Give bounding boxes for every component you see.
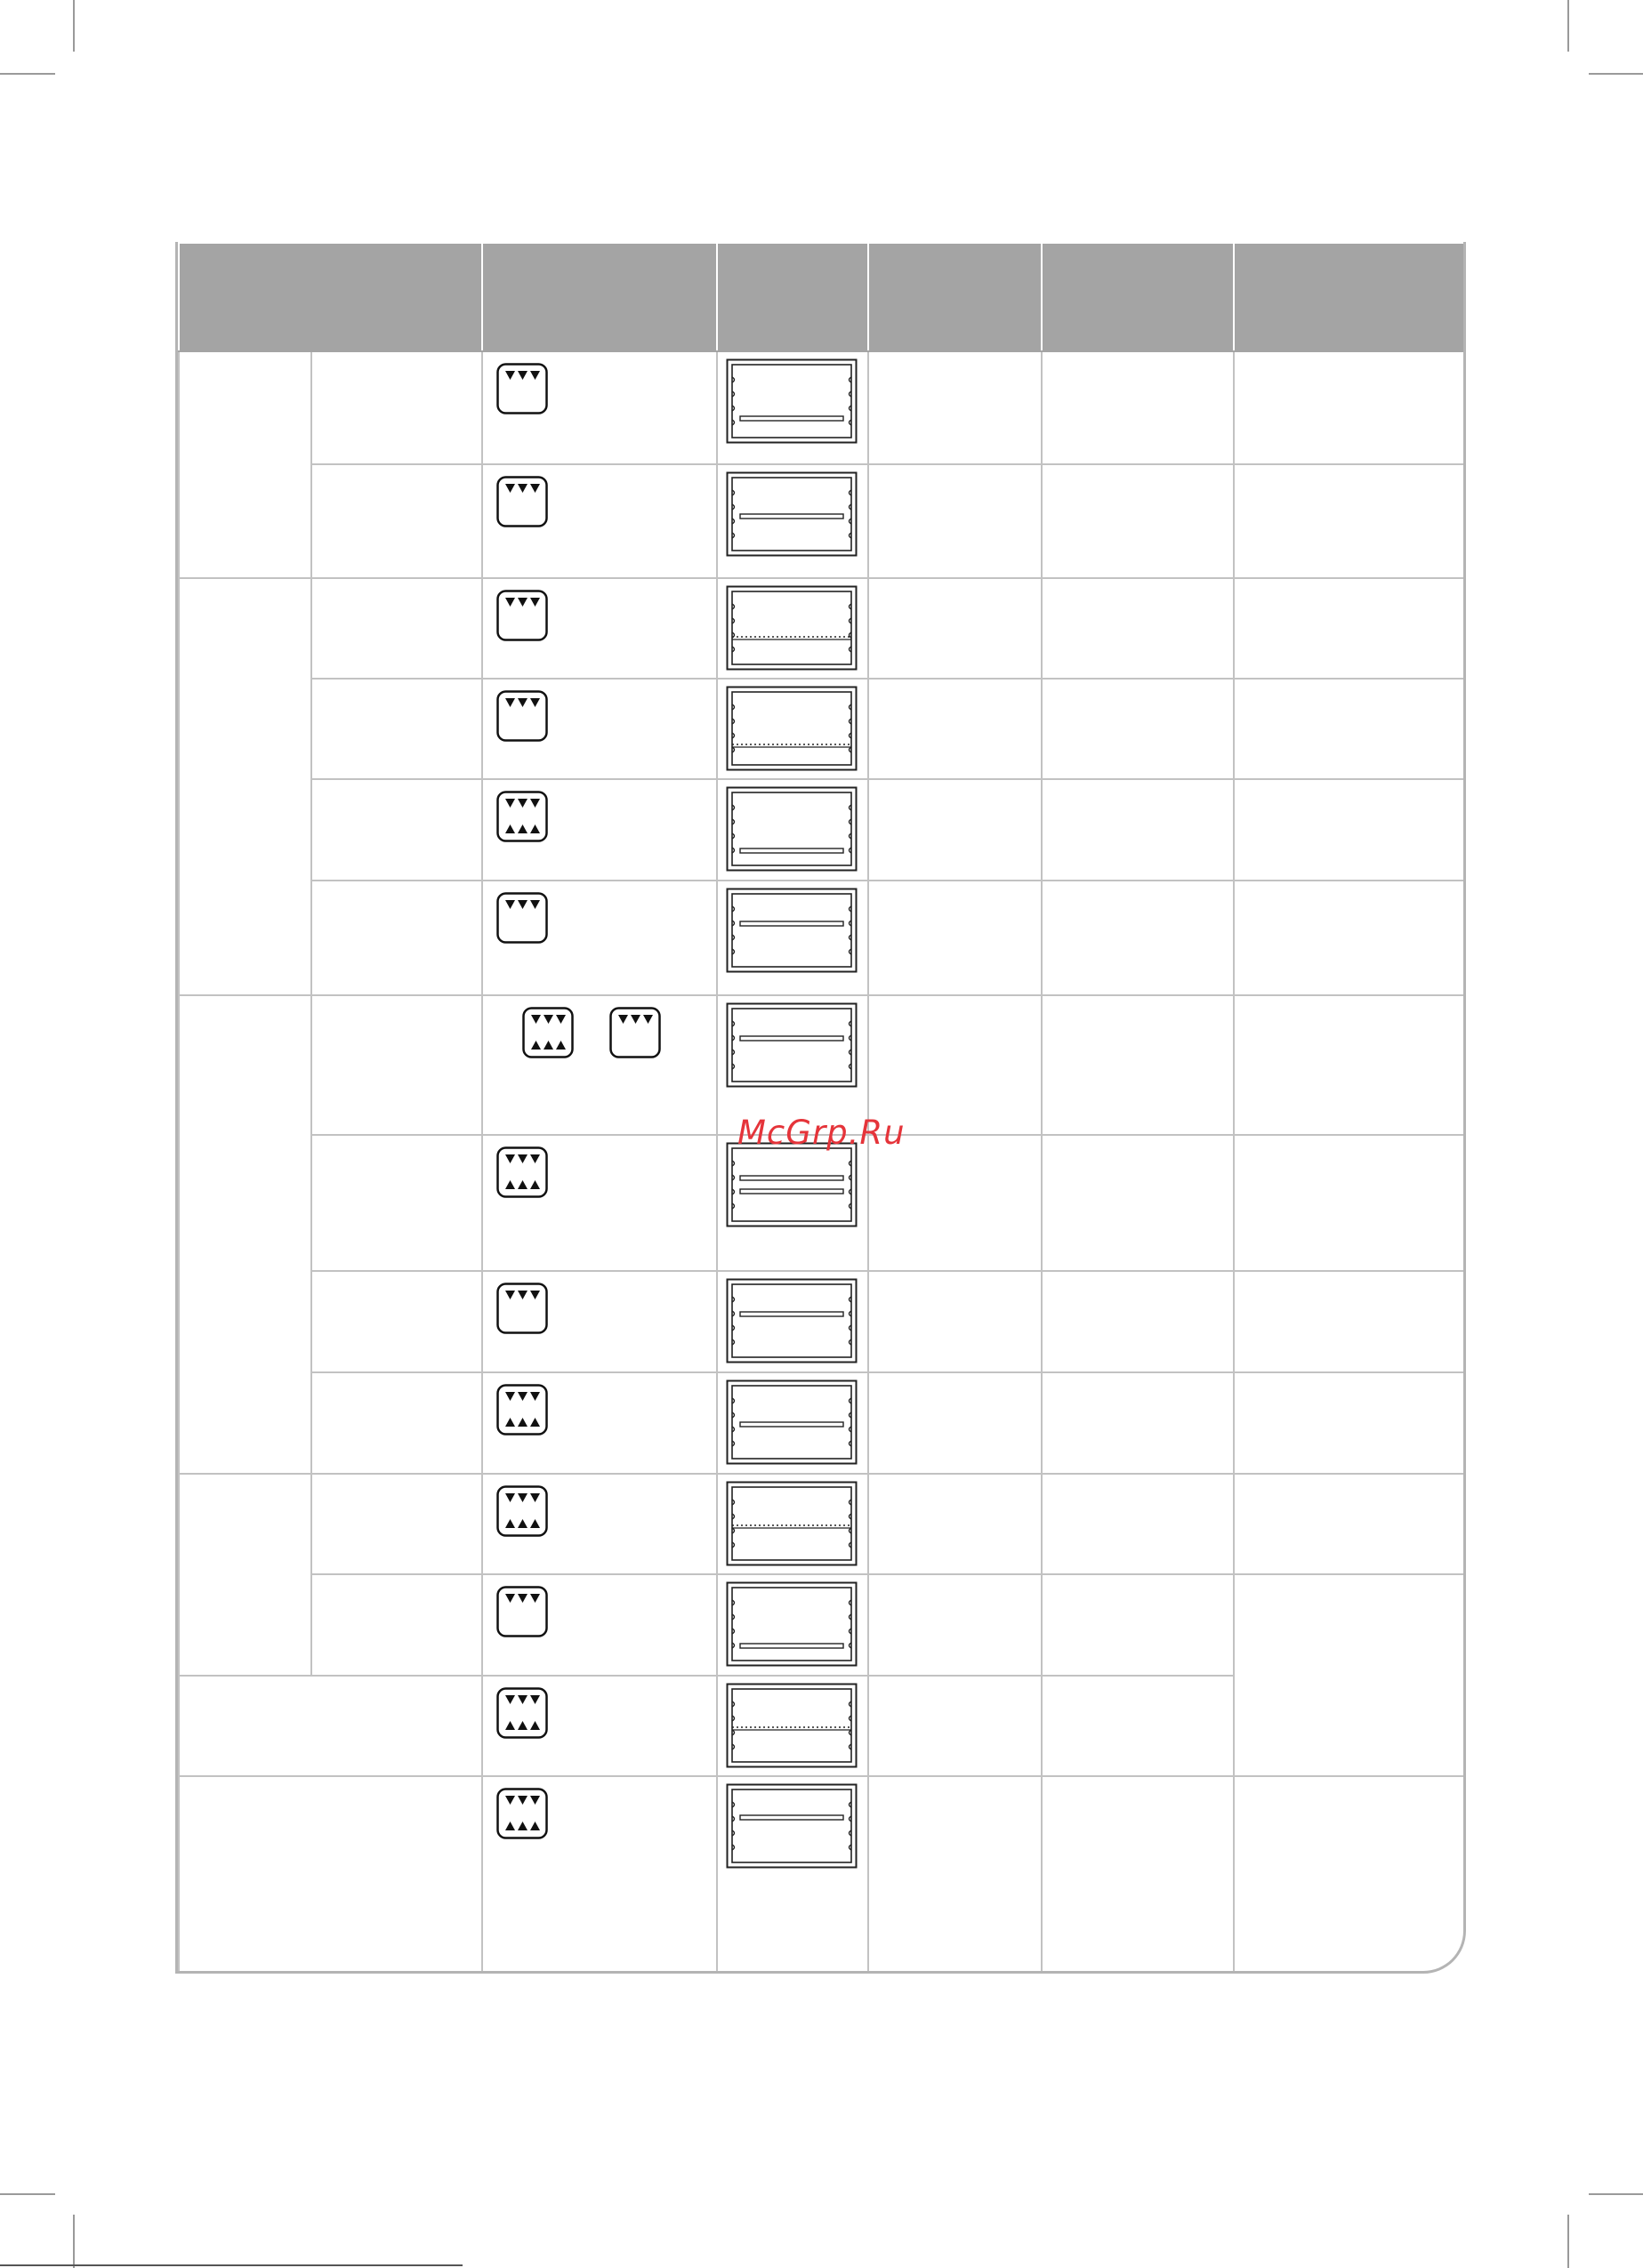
- top-heat-icon: [496, 1586, 548, 1637]
- mode-cell: [482, 464, 717, 578]
- dish-cell: [311, 578, 482, 679]
- dish-cell: [311, 995, 482, 1135]
- header-mode: [482, 243, 717, 351]
- shelf-cell: [717, 578, 868, 679]
- header-time: [1042, 243, 1234, 351]
- top-bottom-heat-icon: [496, 1485, 548, 1537]
- temperature-cell: [868, 1776, 1042, 1974]
- top-bottom-heat-icon: [496, 1788, 548, 1839]
- group-cell: [179, 351, 311, 578]
- notes-cell: [1234, 1135, 1466, 1271]
- mode-cell: [482, 1271, 717, 1372]
- temperature-cell: [868, 1135, 1042, 1271]
- crop-mark: [73, 2215, 75, 2268]
- shelf-diagram: [726, 1002, 858, 1088]
- top-bottom-heat-icon: [496, 1146, 548, 1198]
- temperature-cell: [868, 779, 1042, 881]
- time-cell: [1042, 1271, 1234, 1372]
- temperature-cell: [868, 1271, 1042, 1372]
- shelf-diagram: [726, 1481, 858, 1566]
- mode-cell: [482, 881, 717, 995]
- time-cell: [1042, 1776, 1234, 1974]
- group-cell: [179, 1474, 311, 1676]
- time-cell: [1042, 1474, 1234, 1574]
- temperature-cell: [868, 464, 1042, 578]
- dish-cell: [179, 1776, 482, 1974]
- top-bottom-heat-icon: [496, 791, 548, 842]
- shelf-cell: [717, 1676, 868, 1776]
- shelf-diagram: [726, 585, 858, 671]
- top-bottom-heat-icon: [522, 1007, 574, 1058]
- shelf-diagram: [726, 1581, 858, 1667]
- header-dish: [179, 243, 482, 351]
- shelf-diagram: [726, 1683, 858, 1768]
- shelf-diagram: [726, 1379, 858, 1465]
- mode-cell: [482, 679, 717, 779]
- top-heat-icon: [609, 1007, 661, 1058]
- mode-cell: [482, 1574, 717, 1676]
- time-cell: [1042, 779, 1234, 881]
- header-shelf: [717, 243, 868, 351]
- header-temperature: [868, 243, 1042, 351]
- time-cell: [1042, 464, 1234, 578]
- time-cell: [1042, 351, 1234, 464]
- header-notes: [1234, 243, 1466, 351]
- top-heat-icon: [496, 363, 548, 414]
- group-cell: [179, 995, 311, 1474]
- top-heat-icon: [496, 690, 548, 742]
- crop-mark: [1589, 73, 1643, 75]
- cooking-table-frame: [175, 242, 1466, 1974]
- top-heat-icon: [496, 892, 548, 944]
- watermark: McGrp.Ru: [737, 1114, 906, 1152]
- notes-cell: [1234, 881, 1466, 995]
- crop-mark: [1567, 2215, 1569, 2268]
- cooking-table: [178, 242, 1466, 1974]
- dish-cell: [311, 1574, 482, 1676]
- shelf-cell: [717, 1474, 868, 1574]
- dish-cell: [311, 779, 482, 881]
- crop-mark: [1567, 0, 1569, 52]
- time-cell: [1042, 1574, 1234, 1676]
- shelf-diagram: [726, 686, 858, 771]
- crop-mark: [0, 73, 55, 75]
- shelf-diagram: [726, 786, 858, 872]
- temperature-cell: [868, 881, 1042, 995]
- mode-cell: [482, 1776, 717, 1974]
- shelf-diagram: [726, 358, 858, 444]
- notes-cell: [1234, 1474, 1466, 1574]
- dish-cell: [179, 1676, 482, 1776]
- temperature-cell: [868, 578, 1042, 679]
- notes-cell: [1234, 1776, 1466, 1974]
- time-cell: [1042, 881, 1234, 995]
- top-heat-icon: [496, 476, 548, 527]
- time-cell: [1042, 995, 1234, 1135]
- dish-cell: [311, 1474, 482, 1574]
- shelf-cell: [717, 1776, 868, 1974]
- temperature-cell: [868, 1474, 1042, 1574]
- notes-cell: [1234, 1574, 1466, 1776]
- crop-mark: [0, 2193, 55, 2195]
- notes-cell: [1234, 1271, 1466, 1372]
- group-cell: [179, 578, 311, 995]
- shelf-diagram: [726, 1783, 858, 1869]
- shelf-cell: [717, 351, 868, 464]
- mode-cell: [482, 995, 717, 1135]
- dish-cell: [311, 1271, 482, 1372]
- shelf-cell: [717, 679, 868, 779]
- shelf-diagram: [726, 471, 858, 557]
- dish-cell: [311, 1372, 482, 1474]
- temperature-cell: [868, 351, 1042, 464]
- dish-cell: [311, 464, 482, 578]
- notes-cell: [1234, 351, 1466, 464]
- notes-cell: [1234, 779, 1466, 881]
- mode-cell: [482, 1372, 717, 1474]
- time-cell: [1042, 1372, 1234, 1474]
- page-bottom-rule: [0, 2264, 463, 2266]
- shelf-cell: [717, 1135, 868, 1271]
- notes-cell: [1234, 1372, 1466, 1474]
- crop-mark: [73, 0, 75, 52]
- mode-cell: [482, 578, 717, 679]
- top-bottom-heat-icon: [496, 1687, 548, 1739]
- time-cell: [1042, 1676, 1234, 1776]
- dish-cell: [311, 351, 482, 464]
- time-cell: [1042, 578, 1234, 679]
- notes-cell: [1234, 578, 1466, 679]
- shelf-diagram: [726, 1278, 858, 1363]
- dish-cell: [311, 679, 482, 779]
- mode-cell: [482, 779, 717, 881]
- temperature-cell: [868, 679, 1042, 779]
- time-cell: [1042, 1135, 1234, 1271]
- top-heat-icon: [496, 1283, 548, 1334]
- crop-mark: [1589, 2193, 1643, 2195]
- shelf-cell: [717, 1372, 868, 1474]
- shelf-cell: [717, 1271, 868, 1372]
- dish-cell: [311, 881, 482, 995]
- notes-cell: [1234, 995, 1466, 1135]
- mode-cell: [482, 1474, 717, 1574]
- mode-cell: [482, 1676, 717, 1776]
- shelf-diagram: [726, 888, 858, 973]
- mode-cell: [482, 1135, 717, 1271]
- dish-cell: [311, 1135, 482, 1271]
- notes-cell: [1234, 464, 1466, 578]
- mode-cell: [482, 351, 717, 464]
- top-bottom-heat-icon: [496, 1384, 548, 1436]
- shelf-diagram: [726, 1142, 858, 1227]
- temperature-cell: [868, 1676, 1042, 1776]
- time-cell: [1042, 679, 1234, 779]
- shelf-cell: [717, 1574, 868, 1676]
- notes-cell: [1234, 679, 1466, 779]
- shelf-cell: [717, 464, 868, 578]
- temperature-cell: [868, 1372, 1042, 1474]
- shelf-cell: [717, 779, 868, 881]
- shelf-cell: [717, 881, 868, 995]
- top-heat-icon: [496, 590, 548, 641]
- temperature-cell: [868, 1574, 1042, 1676]
